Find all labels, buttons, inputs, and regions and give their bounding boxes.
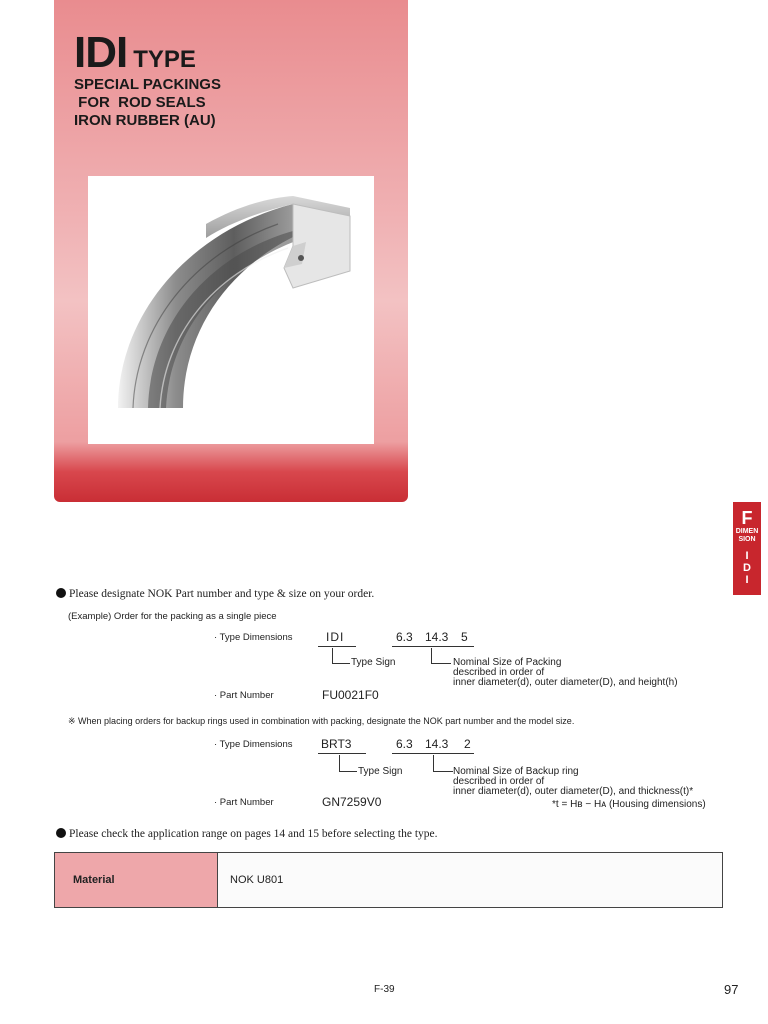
- seal-ring-illustration: [88, 176, 374, 444]
- underline: [392, 753, 474, 754]
- bracket-line: [431, 663, 451, 664]
- title-type-word: TYPE: [133, 46, 196, 73]
- bracket-line: [433, 771, 453, 772]
- order-intro: [56, 588, 374, 600]
- underline: [318, 753, 366, 754]
- backup-type-sign: Type Sign: [358, 766, 403, 777]
- bracket-line: [339, 771, 357, 772]
- check-note-text: Please check the application range on pages 14 and 15 before selecting the type.: [69, 828, 438, 840]
- section-tab-code: I D I: [743, 550, 751, 586]
- backup-part-number: GN7259V0: [322, 795, 382, 809]
- backup-type: BRT3: [321, 737, 352, 751]
- underline: [318, 646, 356, 647]
- subtitle-line-2: FOR ROD SEALS: [74, 94, 206, 111]
- material-value: NOK U801: [218, 853, 723, 908]
- section-tab-label: DIMEN SION: [735, 528, 759, 543]
- packing-type-dim-label: · Type Dimensions: [214, 632, 293, 643]
- backup-note: ※ When placing orders for backup rings used in combination with packing, designate the NOK part number and the model size.: [68, 716, 575, 726]
- order-intro-text: Please designate NOK Part number and type & size on your order.: [69, 588, 375, 600]
- packing-type-sign: Type Sign: [351, 657, 396, 668]
- packing-note-line-2: described in order of: [453, 667, 545, 678]
- backup-note-line-3: inner diameter(d), outer diameter(D), and thickness(t)*: [453, 786, 694, 797]
- packing-note-line-1: Nominal Size of Packing: [453, 657, 562, 668]
- section-tab[interactable]: [733, 502, 761, 595]
- packing-D: 14.3: [425, 630, 449, 644]
- backup-t: 2: [464, 737, 471, 751]
- check-note: [56, 828, 438, 840]
- bracket-line: [332, 663, 350, 664]
- backup-note-line-2: described in order of: [453, 776, 545, 787]
- product-photo: [88, 176, 374, 444]
- subtitle-line-3: IRON RUBBER (AU): [74, 112, 216, 129]
- packing-h: 5: [461, 630, 468, 644]
- hero-panel: [54, 0, 408, 502]
- backup-note-block: [453, 767, 693, 797]
- packing-type: IDI: [326, 630, 345, 644]
- bullet-icon: [56, 828, 66, 838]
- order-example: (Example) Order for the packing as a single piece: [68, 611, 277, 622]
- bullet-icon: [56, 588, 66, 598]
- backup-note-line-1: Nominal Size of Backup ring: [453, 766, 579, 777]
- section-tab-letter: F: [741, 508, 753, 528]
- page-number: 97: [724, 982, 739, 997]
- subtitle-line-1: SPECIAL PACKINGS: [74, 76, 221, 93]
- bracket-line: [433, 755, 434, 772]
- material-table: [54, 852, 723, 908]
- footer-code: F-39: [374, 984, 395, 995]
- material-label: Material: [55, 853, 218, 908]
- packing-d: 6.3: [396, 630, 413, 644]
- underline: [392, 646, 474, 647]
- packing-part-label: · Part Number: [214, 690, 274, 701]
- backup-d: 6.3: [396, 737, 413, 751]
- backup-note-line-4: *t = Hʙ − Hᴀ (Housing dimensions): [552, 799, 706, 810]
- packing-note: [453, 658, 678, 688]
- page-title: [74, 28, 196, 78]
- subtitle: [74, 76, 221, 130]
- backup-part-label: · Part Number: [214, 797, 274, 808]
- packing-part-number: FU0021F0: [322, 688, 379, 702]
- bracket-line: [431, 648, 432, 664]
- backup-type-dim-label: · Type Dimensions: [214, 739, 293, 750]
- backup-D: 14.3: [425, 737, 449, 751]
- bracket-line: [339, 755, 340, 772]
- title-type-code: IDI: [74, 28, 128, 77]
- packing-note-line-3: inner diameter(d), outer diameter(D), and height(h): [453, 677, 678, 688]
- table-row: [55, 853, 723, 908]
- bracket-line: [332, 648, 333, 664]
